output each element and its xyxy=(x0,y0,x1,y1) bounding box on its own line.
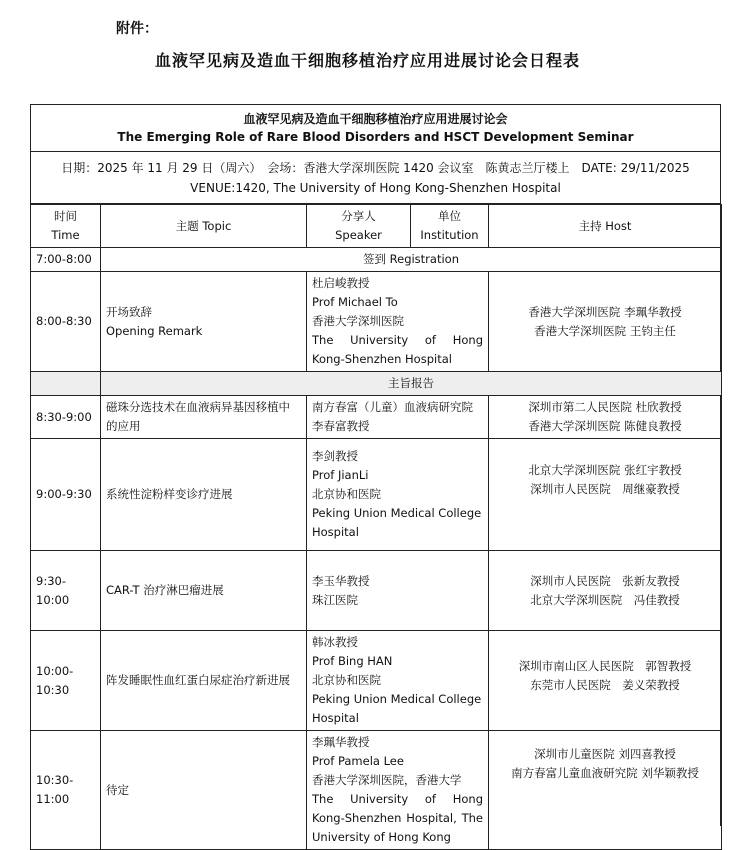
speaker-line: Prof JianLi xyxy=(312,468,369,482)
host-line: 北京大学深圳医院 张红宇教授 xyxy=(528,463,682,477)
col-header-speaker-cn: 分享人 xyxy=(341,209,376,223)
speaker-line: Kong-Shenzhen Hospital, The xyxy=(312,811,483,825)
speaker-line: 李玉华教授 xyxy=(312,573,370,588)
session-time: 9:00-9:30 xyxy=(31,439,101,551)
session-time: 10:00-10:30 xyxy=(31,631,101,731)
session-row xyxy=(31,631,722,731)
speaker-line: 李剑教授 xyxy=(312,449,358,463)
speaker-line: 南方春富（儿童）血液病研究院 李春富教授 xyxy=(312,400,473,433)
session-speaker xyxy=(307,396,489,439)
document-title: 血液罕见病及造血干细胞移植治疗应用进展讨论会日程表 xyxy=(154,51,580,70)
host-line: 东莞市人民医院 姜义荣教授 xyxy=(530,678,680,692)
registration-label: 签到 Registration xyxy=(101,248,722,272)
host-line: 深圳市人民医院 张新友教授 xyxy=(530,573,680,588)
session-host xyxy=(489,731,722,850)
session-host xyxy=(489,396,722,439)
col-header-institution-en: Institution xyxy=(420,228,479,242)
opening-topic xyxy=(101,272,307,372)
host-line: 北京大学深圳医院 冯佳教授 xyxy=(530,592,680,607)
session-host xyxy=(489,439,722,551)
host-line: 南方春富儿童血液研究院 刘华颖教授 xyxy=(511,766,699,780)
date-line: 日期：2025 年 11 月 29 日（周六） 会场：香港大学深圳医院 1420 会议室 陈黄志兰厅楼上 DATE: 29/11/2025 xyxy=(61,161,690,175)
session-row xyxy=(31,551,722,631)
host-line: 香港大学深圳医院 陈健良教授 xyxy=(528,419,682,433)
col-header-time-cn: 时间 xyxy=(54,209,77,223)
session-speaker xyxy=(307,631,489,731)
keynote-label: 主旨报告 xyxy=(101,372,722,396)
session-row xyxy=(31,396,722,439)
speaker-line: 李珮华教授 xyxy=(312,735,370,749)
session-host xyxy=(489,631,722,731)
col-header-time xyxy=(31,205,101,248)
speaker-line: 北京协和医院 xyxy=(312,487,381,501)
date-venue-block xyxy=(30,152,721,204)
speaker-line: The University of Hong xyxy=(312,792,483,806)
opening-time: 8:00-8:30 xyxy=(31,272,101,372)
seminar-title-cn: 血液罕见病及造血干细胞移植治疗应用进展讨论会 xyxy=(243,112,508,126)
col-header-topic: 主题 Topic xyxy=(101,205,307,248)
session-speaker xyxy=(307,731,489,850)
col-header-speaker-en: Speaker xyxy=(335,228,382,242)
speaker-line: The University of Hong xyxy=(312,333,483,347)
col-header-institution-cn: 单位 xyxy=(438,209,461,223)
speaker-line: 珠江医院 xyxy=(312,592,358,607)
keynote-divider-row xyxy=(31,372,722,396)
session-time: 9:30-10:00 xyxy=(31,551,101,631)
schedule-table xyxy=(30,204,722,850)
host-line: 香港大学深圳医院 王钧主任 xyxy=(534,323,676,338)
registration-row xyxy=(31,248,722,272)
session-time: 10:30-11:00 xyxy=(31,731,101,850)
session-speaker xyxy=(307,551,489,631)
session-speaker xyxy=(307,439,489,551)
col-header-time-en: Time xyxy=(51,228,80,242)
col-header-host: 主持 Host xyxy=(489,205,722,248)
session-host xyxy=(489,551,722,631)
opening-host xyxy=(489,272,722,372)
session-topic: 阵发睡眠性血红蛋白尿症治疗新进展 xyxy=(101,631,307,731)
speaker-line: Prof Michael To xyxy=(312,295,398,309)
host-line: 深圳市南山区人民医院 郭智教授 xyxy=(518,659,692,673)
speaker-line: Hospital xyxy=(312,525,359,539)
session-topic: CAR-T 治疗淋巴瘤进展 xyxy=(101,551,307,631)
speaker-line: Hospital xyxy=(312,711,359,725)
speaker-line: Prof Pamela Lee xyxy=(312,754,404,768)
speaker-line: 杜启峻教授 xyxy=(312,276,370,290)
seminar-title-en: The Emerging Role of Rare Blood Disorders and HSCT Development Seminar xyxy=(117,130,634,144)
attachment-label: 附件： xyxy=(116,21,158,37)
table-header-row xyxy=(31,205,722,248)
opening-topic-en: Opening Remark xyxy=(106,323,203,338)
opening-row xyxy=(31,272,722,372)
speaker-line: Peking Union Medical College xyxy=(312,692,482,706)
registration-time: 7:00-8:00 xyxy=(31,248,101,272)
speaker-line: University of Hong Kong xyxy=(312,830,451,844)
session-row xyxy=(31,439,722,551)
session-topic: 磁珠分选技术在血液病异基因移植中的应用 xyxy=(101,396,307,439)
speaker-line: Peking Union Medical College xyxy=(312,506,482,520)
venue-line: VENUE:1420, The University of Hong Kong-Shenzhen Hospital xyxy=(190,181,561,195)
col-header-institution xyxy=(411,205,489,248)
seminar-title-block xyxy=(30,104,721,152)
speaker-line: 韩冰教授 xyxy=(312,635,358,649)
speaker-line: Prof Bing HAN xyxy=(312,654,393,668)
speaker-line: Kong-Shenzhen Hospital xyxy=(312,352,452,366)
host-line: 香港大学深圳医院 李珮华教授 xyxy=(528,304,682,319)
col-header-speaker xyxy=(307,205,411,248)
opening-speaker xyxy=(307,272,489,372)
session-row xyxy=(31,731,722,850)
speaker-line: 香港大学深圳医院 xyxy=(312,314,404,328)
keynote-divider-time xyxy=(31,372,101,396)
speaker-line: 香港大学深圳医院，香港大学 xyxy=(312,773,462,787)
session-topic: 待定 xyxy=(101,731,307,850)
opening-topic-cn: 开场致辞 xyxy=(106,304,152,319)
session-topic: 系统性淀粉样变诊疗进展 xyxy=(101,439,307,551)
host-line: 深圳市第二人民医院 杜欣教授 xyxy=(528,400,682,414)
session-time: 8:30-9:00 xyxy=(31,396,101,439)
speaker-line: 北京协和医院 xyxy=(312,673,381,687)
host-line: 深圳市儿童医院 刘四喜教授 xyxy=(534,747,676,761)
host-line: 深圳市人民医院 周继豪教授 xyxy=(530,482,680,496)
